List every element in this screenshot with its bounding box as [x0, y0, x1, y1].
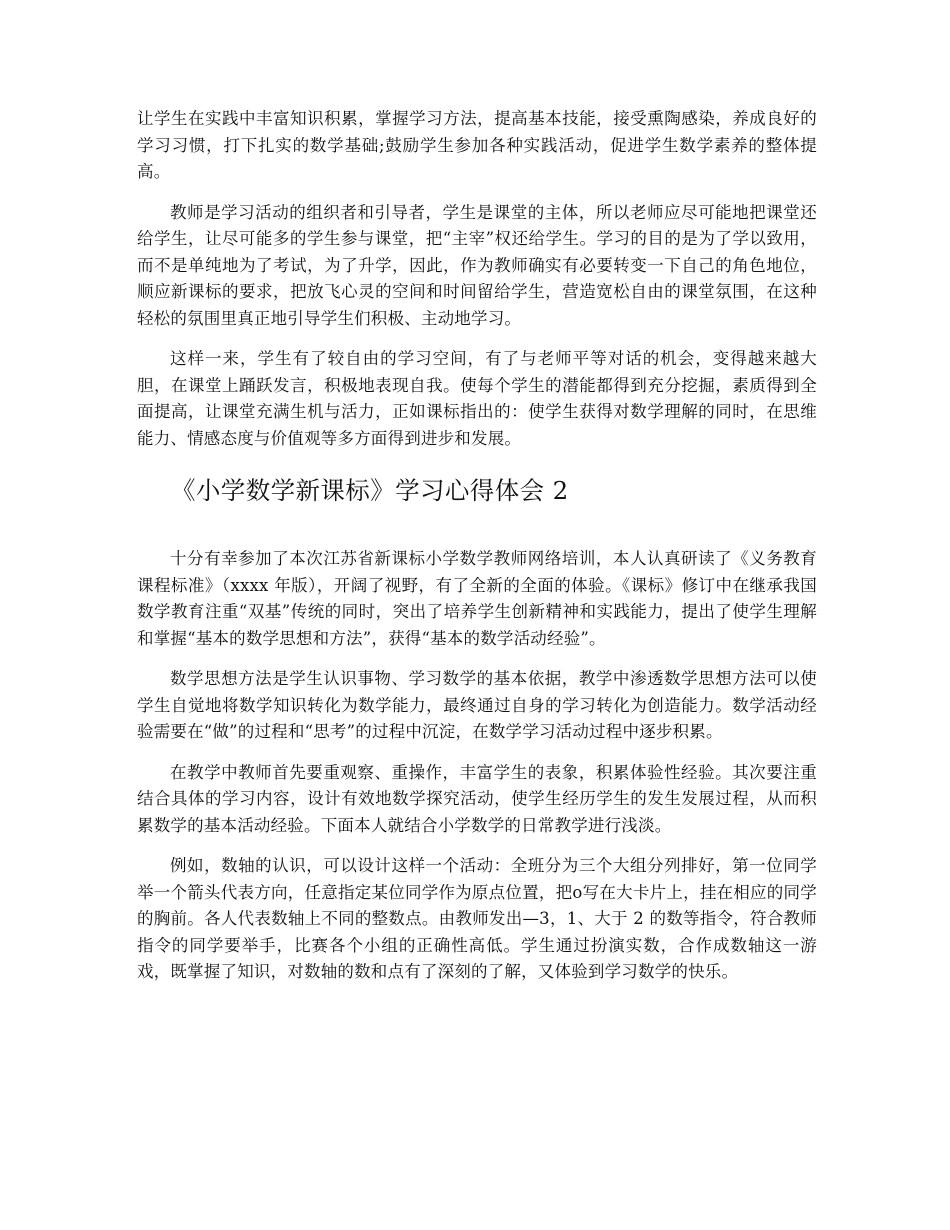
paragraph-math-thinking: 数学思想方法是学生认识事物、学习数学的基本依据，教学中渗透数学思想方法可以使学生自觉地将数学知识转化为数学能力，最终通过自身的学习转化为创造能力。数学活动经验需要在“做”的过程和“思考”的过程中沉淀，在数学学习活动过程中逐步积累。 — [137, 669, 817, 741]
paragraph-teaching-method: 在教学中教师首先要重观察、重操作，丰富学生的表象，积累体验性经验。其次要注重结合具体的学习内容，设计有效地数学探究活动，使学生经历学生的发生发展过程，从而积累数学的基本活动经验。下面本人就结合小学数学的日常教学进行浅淡。 — [137, 762, 817, 835]
paragraph-continuation: 让学生在实践中丰富知识积累，掌握学习方法，提高基本技能，接受熏陶感染，养成良好的学习习惯，打下扎实的数学基础;鼓励学生参加各种实践活动，促进学生数学素养的整体提高。 — [137, 109, 817, 181]
paragraph-training-intro: 十分有幸参加了本次江苏省新课标小学数学教师网络培训，本人认真研读了《义务教育课程标准》（xxxx 年版），开阔了视野，有了全新的全面的体验。《课标》修订中在继承我国数学教育注重“双基”传统的同时，突出了培养学生创新精神和实践能力，提出了使学生理解和掌握“基本的数学思想和方法”，获得“基本的数学活动经验”。 — [137, 549, 817, 648]
paragraph-teacher-role: 教师是学习活动的组织者和引导者，学生是课堂的主体，所以老师应尽可能地把课堂还给学生，让尽可能多的学生参与课堂，把“主宰”权还给学生。学习的目的是为了学以致用，而不是单纯地为了考试，为了升学，因此，作为教师确实有必要转变一下自己的角色地位，顺应新课标的要求，把放飞心灵的空间和时间留给学生，营造宽松自由的课堂氛围，在这种轻松的氛围里真正地引导学生们积极、主动地学习。 — [137, 202, 817, 328]
section-heading: 《小学数学新课标》学习心得体会 2 — [171, 476, 569, 505]
paragraph-number-line-example: 例如，数轴的认识，可以设计这样一个活动：全班分为三个大组分列排好，第一位同学举一个箭头代表方向，任意指定某位同学作为原点位置，把o写在大卡片上，挂在相应的同学的胸前。各人代表数轴上不同的整数点。由教师发出—3，1、大于 2 的数等指令，符合教师指令的同学要举手，比赛各个小组的正确性高低。学生通过扮演实数，合作成数轴这一游戏，既掌握了知识，对数轴的数和点有了深刻的了解，又体验到学习数学的快乐。 — [137, 856, 817, 981]
paragraph-learning-space: 这样一来，学生有了较自由的学习空间，有了与老师平等对话的机会，变得越来越大胆，在课堂上踊跃发言，积极地表现自我。使每个学生的潜能都得到充分挖掘，素质得到全面提高，让课堂充满生机与活力，正如课标指出的：使学生获得对数学理解的同时，在思维能力、情感态度与价值观等多方面得到进步和发展。 — [137, 349, 817, 448]
document-page — [137, 106, 817, 986]
